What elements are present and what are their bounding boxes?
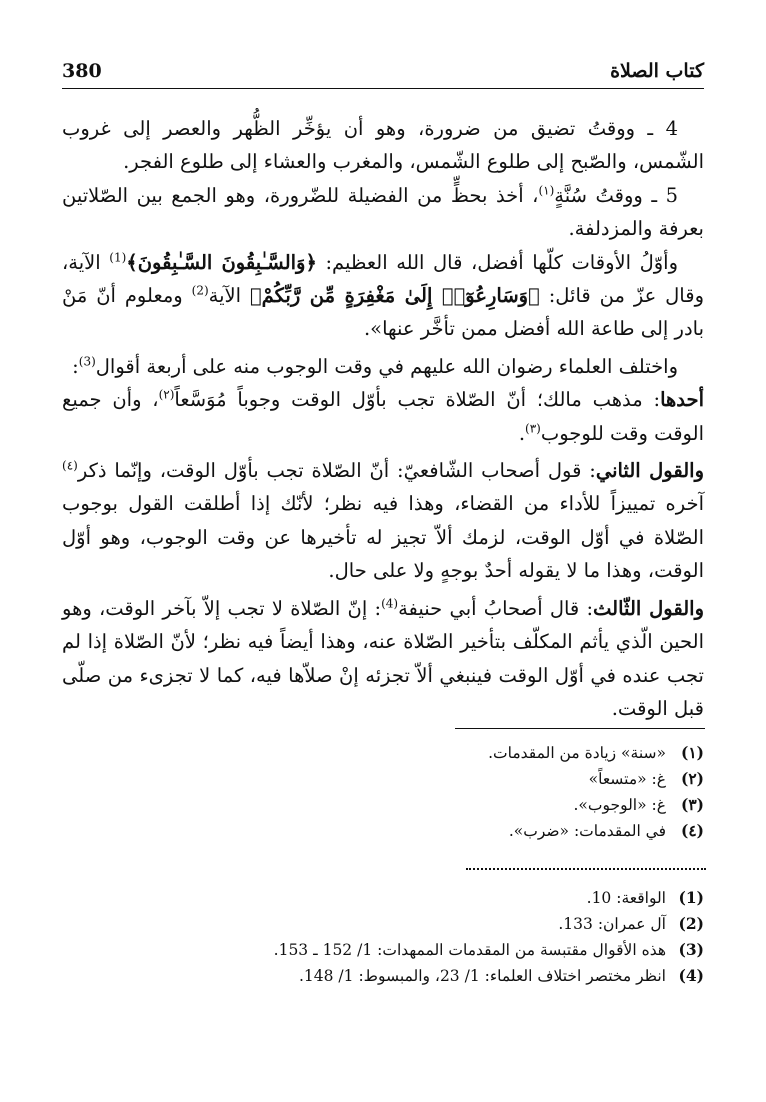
source-footnotes <box>274 885 704 989</box>
running-title: كتاب الصلاة <box>610 60 704 82</box>
paragraph-first-opinion: أحدها: مذهب مالك؛ أنّ الصّلاة تجب بأوّل الوقت وجوباً مُوَسَّعاً$^{(٢)}$، وأن جميع الوقت وقت للوجوب$^{(٣)}$. <box>62 387 704 445</box>
page-header <box>62 58 704 89</box>
footnote-ref: (1) <box>109 250 127 265</box>
dotted-separator <box>466 868 706 870</box>
footnote-item: (1)الواقعة: 10. <box>586 888 704 907</box>
quran-verse: ﴿وَالسَّـٰبِقُونَ السَّـٰبِقُونَ﴾ <box>126 250 317 274</box>
paragraph-first-times: وأوّلُ الأوقات كلّها أفضل، قال الله العظيم: ﴿وَالسَّـٰبِقُونَ السَّـٰبِقُونَ﴾$^{(1)}$ الآية، وقال عزّ من قائل: ﴿وَسَارِعُوٓا۟ إِلَىٰ مَغْفِرَةٍ مِّن رَّبِّكُمْ﴾ الآية$^{(2)}$ ومعلوم أنّ مَنْ بادر إلى طاعة الله أفضل ممن تأخَّر عنها». <box>62 250 704 341</box>
paragraph-third-opinion: والقول الثّالث: قال أصحابُ أبي حنيفة$^{(4)}$: إنّ الصّلاة لا تجب إلاّ بآخر الوقت، وهو الحين الّذي يأثم المكلّف بتأخير الصّلاة عنه، وهذا أيضاً فيه نظر؛ لأنّ الصّلاة إذا لم تجب عنده في أوّل الوقت فينبغي ألاّ تجزئه إنْ صلاّها فيه، كما لا تجزىء من صلّى قبل الوقت. <box>62 596 704 720</box>
footnote-item: (١)«سنة» زيادة من المقدمات. <box>488 743 704 762</box>
footnote-ref: (٣) <box>525 421 541 436</box>
opinion-heading: أحدها <box>660 388 704 412</box>
footnote-item: (4)انظر مختصر اختلاف العلماء: 1/ 23، والمبسوط: 1/ 148. <box>298 966 704 985</box>
quran-verse: ﴿وَسَارِعُوٓا۟ إِلَىٰ مَغْفِرَةٍ مِّن رَّبِّكُمْ﴾ <box>249 284 540 308</box>
paragraph-4: 4 ـ ووقتُ تضيق من ضرورة، وهو أن يؤخِّر الظُّهر والعصر إلى غروب الشّمس، والصّبح إلى طلوع الشّمس، والمغرب والعشاء إلى طلوع الفجر. <box>62 117 704 174</box>
footnote-item: (3)هذه الأقوال مقتبسة من المقدمات الممهدات: 1/ 152 ـ 153. <box>273 940 704 959</box>
footnote-ref: (4) <box>381 596 399 611</box>
footnote-item: (٢)غ: «متسعاً» <box>588 769 704 788</box>
paragraph-second-opinion: والقول الثاني: قول أصحاب الشّافعيّ: أنّ الصّلاة تجب بأوّل الوقت، وإنّما ذكر$^{(٤)}$ آخره تمييزاً للأداء من القضاء، وهذا فيه نظر؛ لأنّك إذا أطلقت القول بوجوب الصّلاة في أوّل الوقت، لزمك ألاّ تجيز له تأخيرها عن وقت الوجوب، وهو أوّل الوقت، وهذا ما لا يقوله أحدٌ بوجهٍ ولا على حال. <box>62 458 704 583</box>
footnote-separator <box>455 728 705 729</box>
footnote-item: (٤)في المقدمات: «ضرب». <box>508 821 704 840</box>
page-number: 380 <box>62 60 102 82</box>
manuscript-footnotes <box>488 740 704 844</box>
main-text <box>62 112 704 725</box>
paragraph-5: 5 ـ ووقتُ سُنَّةٍ$^{(١)}$، أخذ بحظٍّ من الفضيلة للضّرورة، وهو الجمع بين الصّلاتين بعرفة والمزدلفة. <box>62 183 704 241</box>
footnote-item: (2)آل عمران: 133. <box>558 914 704 933</box>
footnote-ref: (٤) <box>62 458 78 473</box>
footnote-ref: (2) <box>191 283 209 298</box>
paragraph-scholars: واختلف العلماء رضوان الله عليهم في وقت الوجوب منه على أربعة أقوال$^{(3)}$: <box>72 354 678 378</box>
footnote-item: (٣)غ: «الوجوب». <box>573 795 704 814</box>
opinion-heading: والقول الثّالث <box>593 596 704 620</box>
footnote-ref: (١) <box>538 183 555 198</box>
opinion-heading: والقول الثاني <box>595 459 704 483</box>
footnote-ref: (٢) <box>158 387 175 402</box>
footnote-ref: (3) <box>78 354 96 369</box>
